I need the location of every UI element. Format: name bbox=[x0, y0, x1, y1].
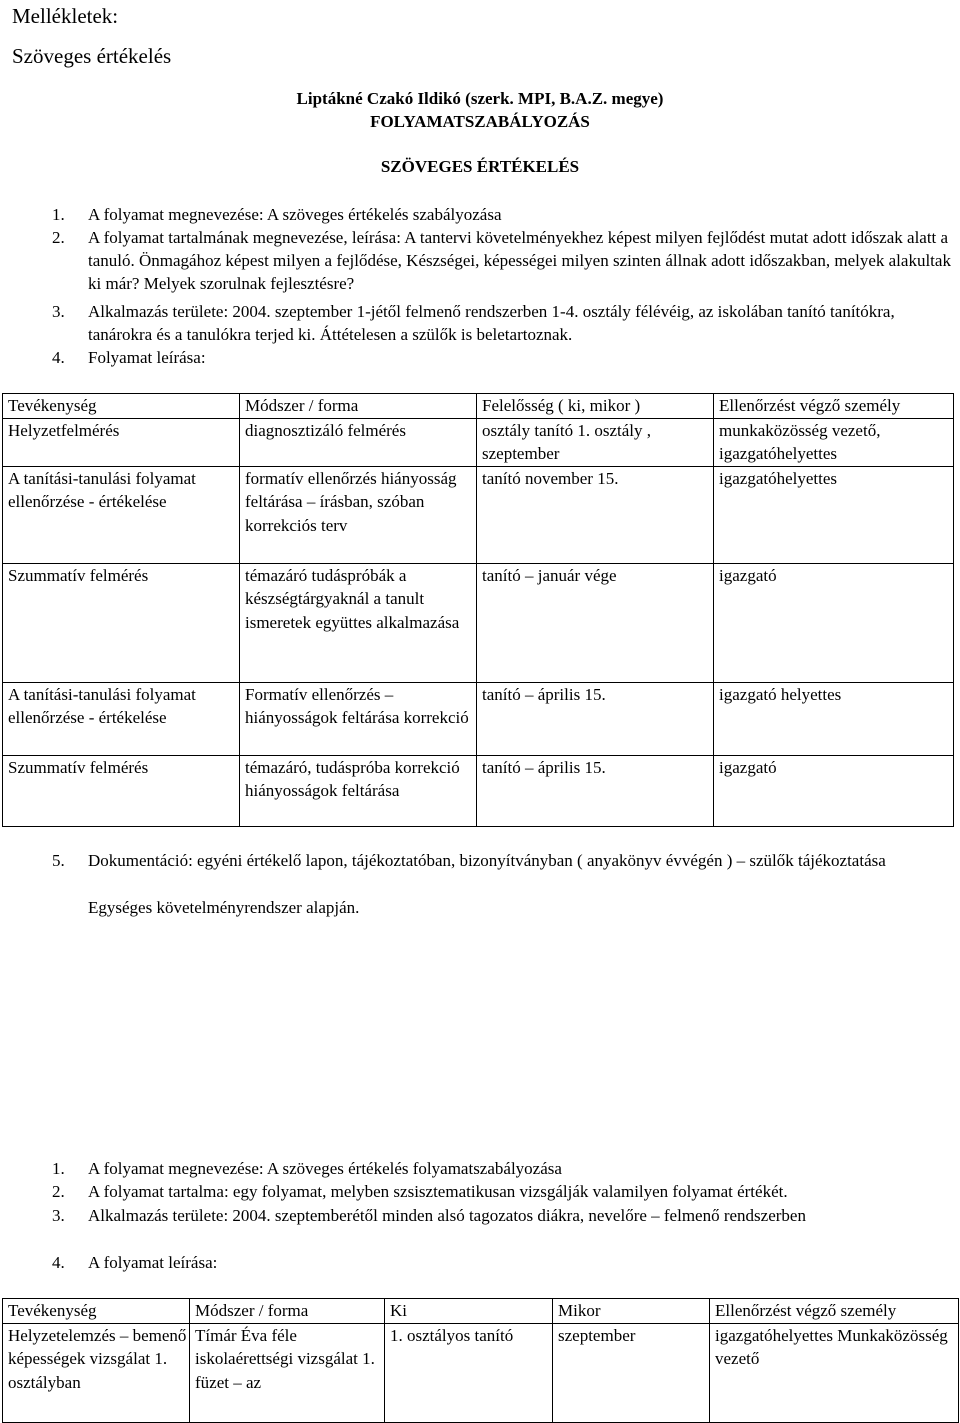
table-cell: tanító – január vége bbox=[477, 563, 714, 682]
table-row bbox=[3, 755, 954, 826]
table-cell: igazgatóhelyettes Munkaközösség vezető bbox=[710, 1323, 959, 1422]
table-header-row bbox=[3, 1299, 959, 1324]
table-cell: 1. osztályos tanító bbox=[385, 1323, 553, 1422]
table-cell: tanító november 15. bbox=[477, 466, 714, 563]
table-cell: tanító – április 15. bbox=[477, 682, 714, 755]
table-header-cell: Ellenőrzést végző személy bbox=[714, 394, 954, 419]
table-cell: Formatív ellenőrzés – hiányosságok feltárása korrekció bbox=[240, 682, 477, 755]
table-row bbox=[3, 563, 954, 682]
table-row bbox=[3, 1323, 959, 1422]
table-cell: formatív ellenőrzés hiányosság feltárása – írásban, szóban korrekciós terv bbox=[240, 466, 477, 563]
table-cell: osztály tanító 1. osztály , szeptember bbox=[477, 418, 714, 466]
table-header-cell: Tevékenység bbox=[3, 394, 240, 419]
document-title: FOLYAMATSZABÁLYOZÁS bbox=[370, 112, 590, 131]
table-row bbox=[3, 682, 954, 755]
table-header-row bbox=[3, 394, 954, 419]
table-cell: tanító – április 15. bbox=[477, 755, 714, 826]
table-header-cell: Ki bbox=[385, 1299, 553, 1324]
table-cell: A tanítási-tanulási folyamat ellenőrzése - értékelése bbox=[3, 682, 240, 755]
table-cell: munkaközösség vezető, igazgatóhelyettes bbox=[714, 418, 954, 466]
table-cell: A tanítási-tanulási folyamat ellenőrzése - értékelése bbox=[3, 466, 240, 563]
table-cell: Szummatív felmérés bbox=[3, 563, 240, 682]
table-cell: Helyzetelemzés – bemenő képességek vizsgálat 1. osztályban bbox=[3, 1323, 190, 1422]
process-table-2 bbox=[2, 1298, 959, 1423]
table-header-cell: Mikor bbox=[553, 1299, 710, 1324]
table-header-cell: Módszer / forma bbox=[240, 394, 477, 419]
process-table bbox=[2, 393, 954, 827]
table-row bbox=[3, 418, 954, 466]
table-cell: Szummatív felmérés bbox=[3, 755, 240, 826]
table-cell: diagnosztizáló felmérés bbox=[240, 418, 477, 466]
table-cell: igazgatóhelyettes bbox=[714, 466, 954, 563]
document-page: Mellékletek: Szöveges értékelés Liptákné Czakó Ildikó (szerk. MPI, B.A.Z. megye) FOLYAMATSZABÁLYOZÁS SZÖVEGES ÉRTÉKELÉS 1. A folyamat megnevezése: A szöveges értékelés szabályozása 2. A folyamat tartalmának megnevezése, leírása: A tantervi követelményekhez képest milyen fejlődést mutat adott időszak alatt a tanuló. Önmagához képest milyen a fejlődése, Készségei, képességei milyen szinten állnak adott időszakban, melyek alakultak ki már? Melyek szorulnak fejlesztésre? 3. Alkalmazás területe: 2004. szeptember 1-jétől felmenő rendszerben 1-4. osztály félévéig, az iskolában tanító tanítókra, tanárokra és a tanulókra terjed ki. Áttételesen a szülők is beletartoznak. 4. Folyamat leírása: Tevékenység Módszer / forma Felelősség ( ki, mikor ) Ellenőrzést végző személy Helyzetfelmérés diagnosztizáló felmérés osztály tanító 1. osztály , szeptember munkaközösség vezető, igazgatóhelyettes A tanítási-tanulási folyamat ellenőrzése - értékelése formatív ellenőrzés hiányosság feltárása – írásban, szóban korrekciós terv tanító november 15. igazgatóhelyettes Szummatív felmérés témazáró tudáspróbák a készségtárgyaknál a tanult ismeretek együttes alkalmazása tanító – január vége igazgató A tanítási-tanulási folyamat ellenőrzése - értékelése Formatív ellenőrzés – hiányosságok feltárása korrekció tanító – április 15. igazgató helyettes Szummatív felmérés témazáró, tudáspróba korrekció hiányosságok feltárása tanító – április 15. igazgató 5. Dokumentáció: egyéni értékelő lapon, tájékoztatóban, bizonyítványban ( anyakönyv évvégén ) – szülők tájékoztatása Egységes követelményrendszer alapján. 1. A folyamat megnevezése: A szöveges értékelés folyamatszabályozása 2. A folyamat tartalma: egy folyamat, melyben szsisztematikusan vizsgálják valamilyen folyamat értékét. 3. Alkalmazás területe: 2004. szeptemberétől minden alsó tagozatos diákra, nevelőre – felmenő rendszerben 4. A folyamat leírása: Tevékenység Módszer / forma Ki Mikor Ellenőrzést végző személy Helyzetelemzés – bemenő képességek vizsgálat 1. osztályban Tímár Éva féle iskolaérettségi vizsgálat 1. füzet – az 1. osztályos tanító szeptember igazgatóhelyettes Munkaközösség vezető bbox=[0, 0, 960, 1422]
table-cell: igazgató bbox=[714, 563, 954, 682]
document-subtitle: SZÖVEGES ÉRTÉKELÉS bbox=[380, 157, 580, 176]
table-cell: témazáró tudáspróbák a készségtárgyaknál a tanult ismeretek együttes alkalmazása bbox=[240, 563, 477, 682]
section-heading: Szöveges értékelés bbox=[12, 44, 172, 68]
table-cell: témazáró, tudáspróba korrekció hiányosságok feltárása bbox=[240, 755, 477, 826]
table-header-cell: Felelősség ( ki, mikor ) bbox=[477, 394, 714, 419]
table-cell: igazgató bbox=[714, 755, 954, 826]
table-header-cell: Tevékenység bbox=[3, 1299, 190, 1324]
table-cell: igazgató helyettes bbox=[714, 682, 954, 755]
table-cell: szeptember bbox=[553, 1323, 710, 1422]
table-header-cell: Ellenőrzést végző személy bbox=[710, 1299, 959, 1324]
table-cell: Helyzetfelmérés bbox=[3, 418, 240, 466]
table-row bbox=[3, 466, 954, 563]
attachments-heading: Mellékletek: bbox=[12, 4, 119, 28]
table-cell: Tímár Éva féle iskolaérettségi vizsgálat 1. füzet – az bbox=[190, 1323, 385, 1422]
author-line: Liptákné Czakó Ildikó (szerk. MPI, B.A.Z. megye) bbox=[296, 89, 664, 108]
table-header-cell: Módszer / forma bbox=[190, 1299, 385, 1324]
documentation-note: Egységes követelményrendszer alapján. bbox=[88, 898, 360, 917]
